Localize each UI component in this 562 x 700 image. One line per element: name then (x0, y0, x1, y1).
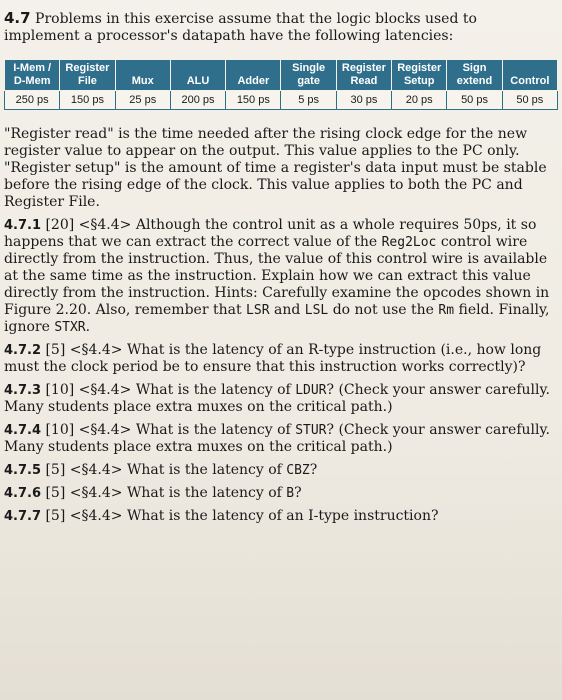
header-adder: Adder (226, 60, 281, 91)
code-term: CBZ (286, 463, 310, 478)
question-4-7-7 (4, 508, 554, 525)
question-text: do not use the (328, 302, 439, 318)
question-text: What is the latency of (135, 422, 296, 438)
question-text: What is the latency of (135, 382, 296, 398)
question-tag: [5] <§4.4> (45, 342, 123, 358)
question-text: ? (Check your answer carefully. Many students place extra muxes on the critical path.) (4, 422, 550, 455)
question-text: ? (294, 485, 302, 501)
question-4-7-5 (4, 462, 554, 479)
question-list (4, 217, 554, 525)
code-term: B (286, 486, 295, 501)
value-register-setup: 20 ps (392, 91, 447, 110)
question-number: 4.7.6 (4, 486, 42, 501)
question-text: ? (Check your answer carefully. Many students place extra muxes on the critical path.) (4, 382, 550, 415)
exercise-intro (4, 10, 554, 45)
value-adder: 150 ps (226, 91, 281, 110)
value-alu: 200 ps (170, 91, 225, 110)
question-number: 4.7.3 (4, 383, 42, 398)
register-definitions: "Register read" is the time needed after the rising clock edge for the new register value to appear on the output. This value applies to the PC only. "Register setup" is the amount of time a register's data input must be stable before the rising edge of the clock. This value applies to both the PC and Register File. (4, 126, 547, 210)
header-single-gate: Single gate (281, 60, 336, 91)
header-sign-extend: Sign extend (447, 60, 502, 91)
code-term: STXR (54, 320, 86, 335)
question-tag: [10] <§4.4> (45, 382, 132, 398)
header-control: Control (502, 60, 557, 91)
latency-table-value-row (5, 91, 558, 110)
question-tag: [5] <§4.4> (45, 485, 123, 501)
question-tag: [5] <§4.4> (45, 508, 123, 524)
header-register-setup: Register Setup (392, 60, 447, 91)
question-text: and (269, 302, 305, 318)
question-4-7-2 (4, 342, 554, 376)
question-text: . (85, 319, 91, 335)
question-text: What is the latency of (126, 462, 287, 478)
code-term: STUR (295, 423, 327, 438)
value-mux: 25 ps (115, 91, 170, 110)
question-text: field. Finally, ignore (4, 302, 550, 335)
value-sign-extend: 50 ps (447, 91, 502, 110)
code-term: Rm (438, 303, 455, 318)
header-register-read: Register Read (336, 60, 391, 91)
question-4-7-6 (4, 485, 554, 502)
question-tag: [20] <§4.4> (45, 217, 132, 233)
question-number: 4.7.1 (4, 218, 42, 233)
value-register-read: 30 ps (336, 91, 391, 110)
question-number: 4.7.4 (4, 423, 42, 438)
question-number: 4.7.2 (4, 343, 42, 358)
header-mux: Mux (115, 60, 170, 91)
latency-table-header-row (5, 60, 558, 91)
code-term: Reg2Loc (381, 235, 437, 250)
code-term: LDUR (295, 383, 327, 398)
header-alu: ALU (170, 60, 225, 91)
question-tag: [10] <§4.4> (45, 422, 132, 438)
code-term: LSL (304, 303, 329, 318)
value-control: 50 ps (502, 91, 557, 110)
exercise-number: 4.7 (4, 9, 31, 27)
question-4-7-4 (4, 422, 554, 456)
value-register-file: 150 ps (60, 91, 115, 110)
question-text: Although the control unit as a whole requires 50ps, it so happens that we can extract the correct value of the (4, 217, 537, 250)
exercise-intro-text: Problems in this exercise assume that the logic blocks used to implement a processor's datapath have the following latencies: (4, 11, 477, 44)
header-imem-dmem: I-Mem / D-Mem (5, 60, 60, 91)
value-imem-dmem: 250 ps (5, 91, 60, 110)
question-text: What is the latency of (126, 485, 287, 501)
value-single-gate: 5 ps (281, 91, 336, 110)
question-text: ? (309, 462, 318, 478)
question-text: What is the latency of an I-type instruction? (126, 508, 439, 524)
code-term: LSR (246, 303, 270, 318)
question-text: What is the latency of an R-type instruction (i.e., how long must the clock period be to ensure that this instruction works correctly)? (4, 342, 542, 375)
question-text: control wire directly from the instruction. Thus, the value of this control wire is available at the same time as the instruction. Explain how we can extract this value directly from the instruction. Hints: Carefully examine the opcodes shown in Figure 2.20. Also, remember that (4, 234, 550, 318)
question-4-7-1 (4, 217, 554, 336)
question-number: 4.7.5 (4, 463, 42, 478)
question-tag: [5] <§4.4> (45, 462, 123, 478)
header-register-file: Register File (60, 60, 115, 91)
latency-table (4, 59, 558, 110)
question-number: 4.7.7 (4, 509, 42, 524)
question-4-7-3 (4, 382, 554, 416)
